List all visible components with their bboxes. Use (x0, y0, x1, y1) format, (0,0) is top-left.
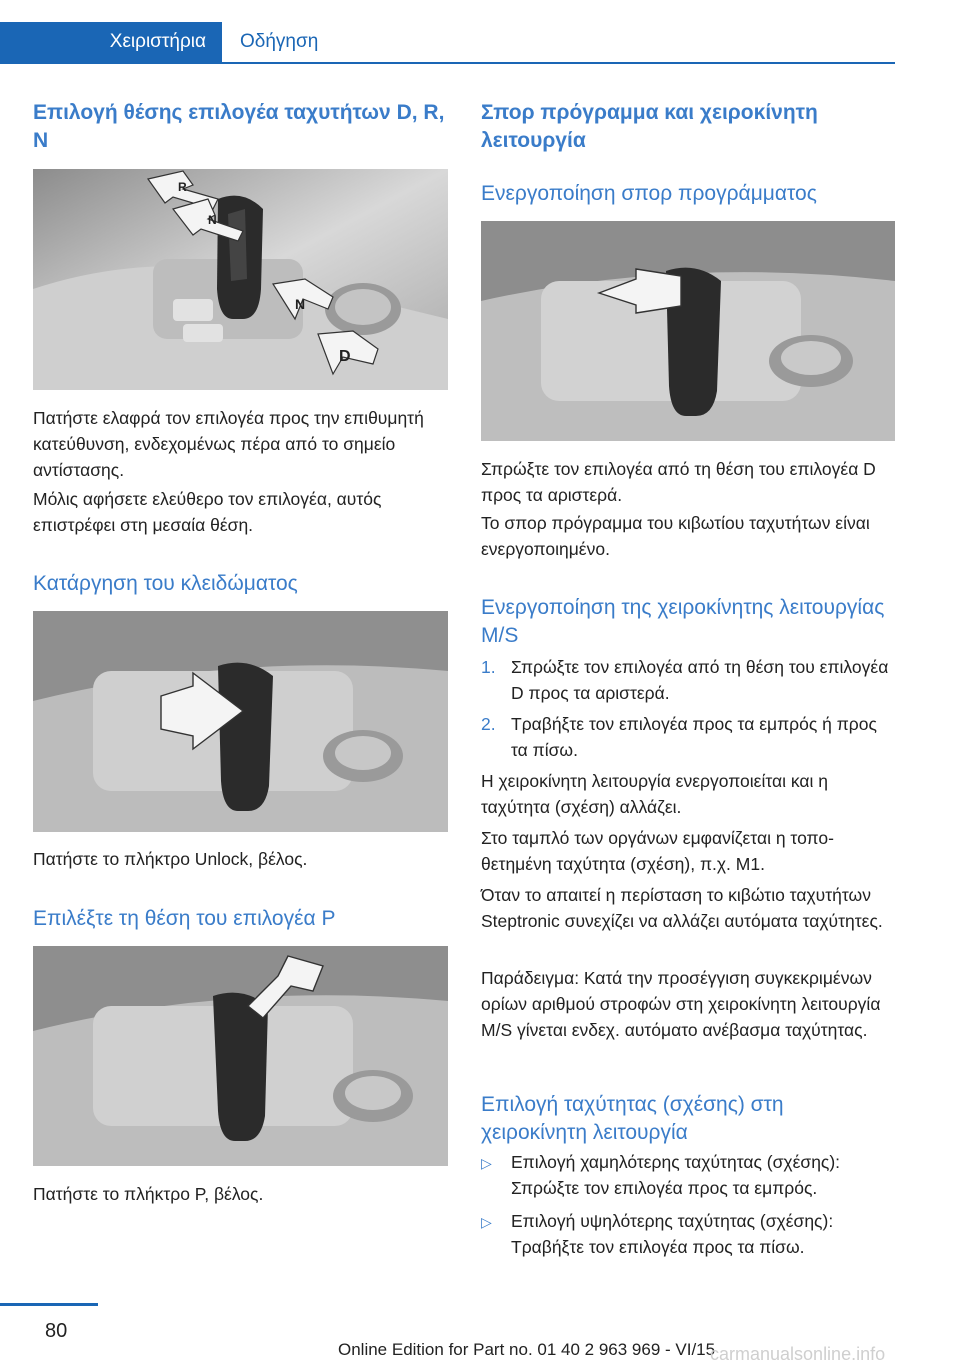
heading-select-gear-manual: Επιλογή ταχύτητας (σχέσης) στη χειροκίνητη λειτουργία (481, 1093, 784, 1144)
paragraph-push-left: Σπρώξτε τον επιλογέα από τη θέση του επιλογέα D προς τα αριστερά. (481, 459, 876, 505)
footer-rule (0, 1303, 98, 1306)
watermark: carmanualsonline.info (710, 1344, 886, 1364)
paragraph-steptronic: Όταν το απαιτεί η περίσταση το κιβώτιο ταχυτήτων Steptronic συνεχίζει να αλλάζει αυτόματα ταχύτητες. (481, 885, 883, 931)
figure-unlock-button (33, 611, 448, 832)
list-item (481, 654, 895, 706)
heading-unlock: Κατάργηση του κλειδώματος (33, 572, 298, 595)
figure-sport-program (481, 221, 895, 441)
label-d: D (339, 348, 351, 365)
list-item (481, 1149, 895, 1201)
tab-driving[interactable]: Οδήγηση (240, 31, 319, 52)
tab-controls[interactable]: Χειριστήρια (0, 22, 222, 62)
bullet-text: Επιλογή υψηλότερης ταχύτητας (σχέσης): Τραβήξτε τον επιλογέα προς τα πίσω. (511, 1211, 834, 1257)
step-number: 1. (481, 657, 496, 677)
paragraph-push-selector: Πατήστε ελαφρά τον επιλογέα προς την επιθυμητή κατεύθυνση, ενδεχομένως πέρα από το σημείο αντίστασης. (33, 408, 424, 480)
paragraph-press-unlock: Πατήστε το πλήκτρο Unlock, βέλος. (33, 849, 308, 869)
paragraph-instrument-gear: Στο ταμπλό των οργάνων εμφανίζεται η τοποθετημένη ταχύτητα (σχέση), π.χ. M1. (481, 828, 834, 874)
paragraph-press-p: Πατήστε το πλήκτρο P, βέλος. (33, 1184, 264, 1204)
list-item (481, 711, 895, 763)
chapter-tabbar (0, 22, 895, 64)
paragraph-manual-active: Η χειροκίνητη λειτουργία ενεργοποιείται και η ταχύτητα (σχέση) αλλάζει. (481, 771, 829, 817)
list-item (481, 1208, 895, 1260)
bullet-text: Επιλογή χαμηλότερης ταχύτητας (σχέσης): Σπρώξτε τον επιλογέα προς τα εμπρός. (511, 1152, 841, 1198)
heading-activate-sport: Ενεργοποίηση σπορ προγράμματος (481, 182, 817, 205)
bullet-triangle-icon: ▷ (481, 1214, 492, 1230)
bullet-triangle-icon: ▷ (481, 1155, 492, 1171)
edition-note: Online Edition for Part no. 01 40 2 963 969 - VI/15 (338, 1340, 716, 1359)
label-r: R (178, 180, 187, 194)
paragraph-release-selector: Μόλις αφήσετε ελεύθερο τον επιλογέα, αυτός επιστρέφει στη μεσαία θέση. (33, 489, 382, 535)
heading-activate-manual: Ενεργοποίηση της χειροκίνητης λειτουργίας M/S (481, 596, 885, 647)
figure-selector-drn (33, 169, 448, 390)
figure-p-button (33, 946, 448, 1166)
page-number: 80 (45, 1320, 68, 1342)
paragraph-sport-active: Το σπορ πρόγραμμα του κιβωτίου ταχυτήτων είναι ενεργοποιημένο. (481, 513, 870, 559)
paragraph-example: Παράδειγμα: Κατά την προσέγγιση συγκεκριμένων ορίων αριθμού στροφών στη χειροκίνητη λειτουργία M/S γίνεται ενδεχ. αυτόματο ανέβασμα ταχύτητας. (481, 968, 881, 1040)
heading-select-p: Επιλέξτε τη θέση του επιλογέα P (33, 907, 336, 930)
label-n-upper: N (208, 213, 217, 227)
step-text: Σπρώξτε τον επιλογέα από τη θέση του επιλογέα D προς τα αριστερά. (511, 657, 889, 703)
step-number: 2. (481, 714, 496, 734)
heading-sport-manual: Σπορ πρόγραμμα και χειροκίνητη λειτουργία (481, 101, 818, 152)
heading-select-drn: Επιλογή θέσης επιλογέα ταχυτήτων D, R, N (33, 101, 445, 152)
step-text: Τραβήξτε τον επιλογέα προς τα εμπρός ή προς τα πίσω. (511, 714, 877, 760)
label-n-lower: N (295, 296, 306, 312)
